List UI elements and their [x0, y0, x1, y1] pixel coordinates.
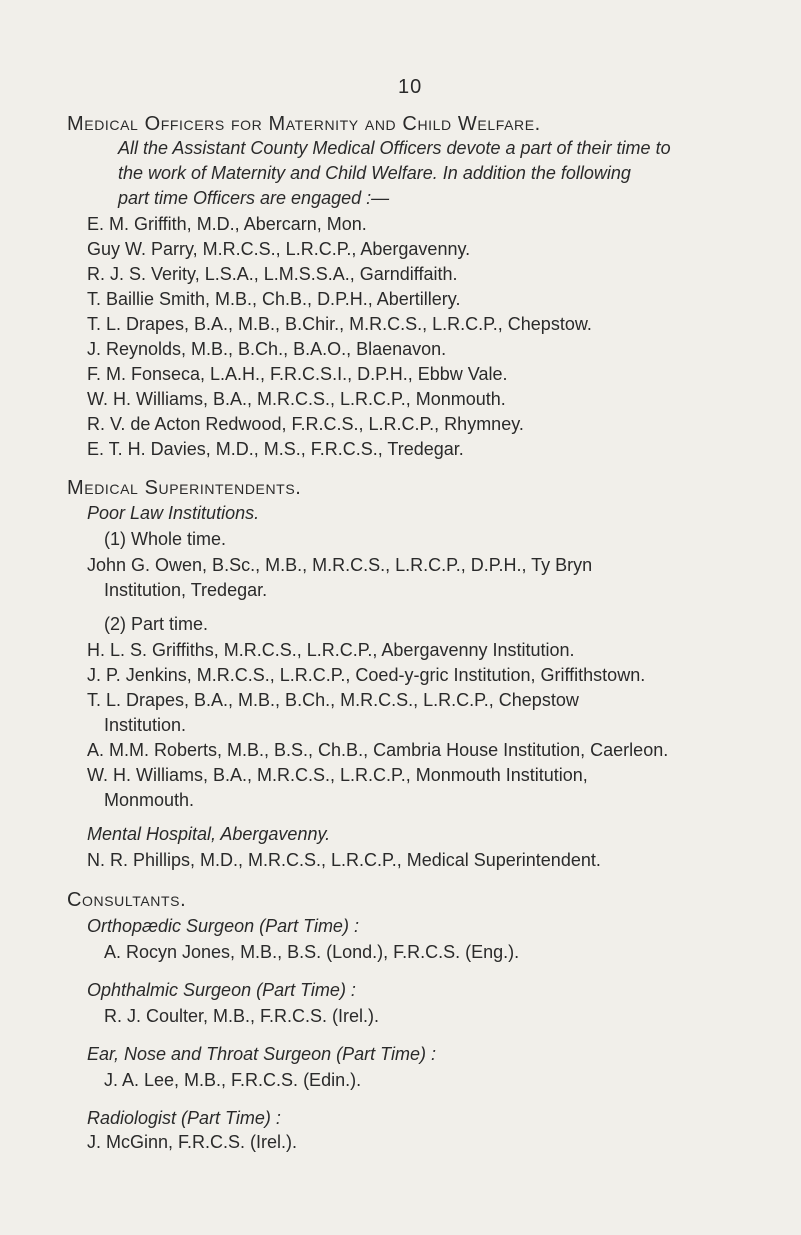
superintendent-entry-continued: Monmouth. — [104, 790, 195, 810]
superintendent-entry: N. R. Phillips, M.D., M.R.C.S., L.R.C.P., Medical Superintendent. — [87, 850, 601, 870]
intro-line: part time Officers are engaged :— — [118, 188, 390, 208]
officer-entry: J. Reynolds, M.B., B.Ch., B.A.O., Blaenavon. — [87, 339, 447, 359]
intro-line: All the Assistant County Medical Officers devote a part of their time to — [118, 138, 671, 158]
officer-entry: E. T. H. Davies, M.D., M.S., F.R.C.S., Tredegar. — [87, 439, 464, 459]
superintendent-entry: A. M.M. Roberts, M.B., B.S., Ch.B., Cambria House Institution, Caerleon. — [87, 740, 669, 760]
officer-entry: R. J. S. Verity, L.S.A., L.M.S.S.A., Garndiffaith. — [87, 264, 458, 284]
officer-entry: T. Baillie Smith, M.B., Ch.B., D.P.H., Abertillery. — [87, 289, 461, 309]
whole-time-label: (1) Whole time. — [104, 529, 227, 549]
page-number: 10 — [398, 76, 423, 98]
superintendent-entry-continued: Institution. — [104, 715, 187, 735]
officer-entry: R. V. de Acton Redwood, F.R.C.S., L.R.C.P., Rhymney. — [87, 414, 524, 434]
superintendent-entry-continued: Institution, Tredegar. — [104, 580, 268, 600]
consultant-name: J. A. Lee, M.B., F.R.C.S. (Edin.). — [104, 1070, 362, 1090]
superintendent-entry: John G. Owen, B.Sc., M.B., M.R.C.S., L.R.C.P., D.P.H., Ty Bryn — [87, 555, 593, 575]
officer-entry: T. L. Drapes, B.A., M.B., B.Chir., M.R.C.S., L.R.C.P., Chepstow. — [87, 314, 592, 334]
subheading-mental-hospital: Mental Hospital, Abergavenny. — [87, 824, 331, 844]
consultant-name: A. Rocyn Jones, M.B., B.S. (Lond.), F.R.C.S. (Eng.). — [104, 942, 520, 962]
superintendent-entry: H. L. S. Griffiths, M.R.C.S., L.R.C.P., Abergavenny Institution. — [87, 640, 575, 660]
section-heading-maternity: Medical Officers for Maternity and Child Welfare. — [67, 113, 541, 135]
consultant-role: Orthopædic Surgeon (Part Time) : — [87, 916, 359, 936]
section-heading-consultants: Consultants. — [67, 889, 187, 911]
consultant-name: J. McGinn, F.R.C.S. (Irel.). — [87, 1132, 298, 1152]
consultant-role: Ear, Nose and Throat Surgeon (Part Time) : — [87, 1044, 436, 1064]
superintendent-entry: J. P. Jenkins, M.R.C.S., L.R.C.P., Coed-y-gric Institution, Griffithstown. — [87, 665, 646, 685]
section-heading-superintendents: Medical Superintendents. — [67, 477, 302, 499]
superintendent-entry: T. L. Drapes, B.A., M.B., B.Ch., M.R.C.S., L.R.C.P., Chepstow — [87, 690, 579, 710]
subheading-poor-law: Poor Law Institutions. — [87, 503, 260, 523]
officer-entry: E. M. Griffith, M.D., Abercarn, Mon. — [87, 214, 367, 234]
consultant-role: Ophthalmic Surgeon (Part Time) : — [87, 980, 356, 1000]
consultant-role: Radiologist (Part Time) : — [87, 1108, 281, 1128]
officer-entry: F. M. Fonseca, L.A.H., F.R.C.S.I., D.P.H., Ebbw Vale. — [87, 364, 508, 384]
officer-entry: W. H. Williams, B.A., M.R.C.S., L.R.C.P., Monmouth. — [87, 389, 506, 409]
officer-entry: Guy W. Parry, M.R.C.S., L.R.C.P., Abergavenny. — [87, 239, 471, 259]
superintendent-entry: W. H. Williams, B.A., M.R.C.S., L.R.C.P., Monmouth Institution, — [87, 765, 588, 785]
intro-line: the work of Maternity and Child Welfare. In addition the following — [118, 163, 631, 183]
part-time-label: (2) Part time. — [104, 614, 209, 634]
consultant-name: R. J. Coulter, M.B., F.R.C.S. (Irel.). — [104, 1006, 380, 1026]
